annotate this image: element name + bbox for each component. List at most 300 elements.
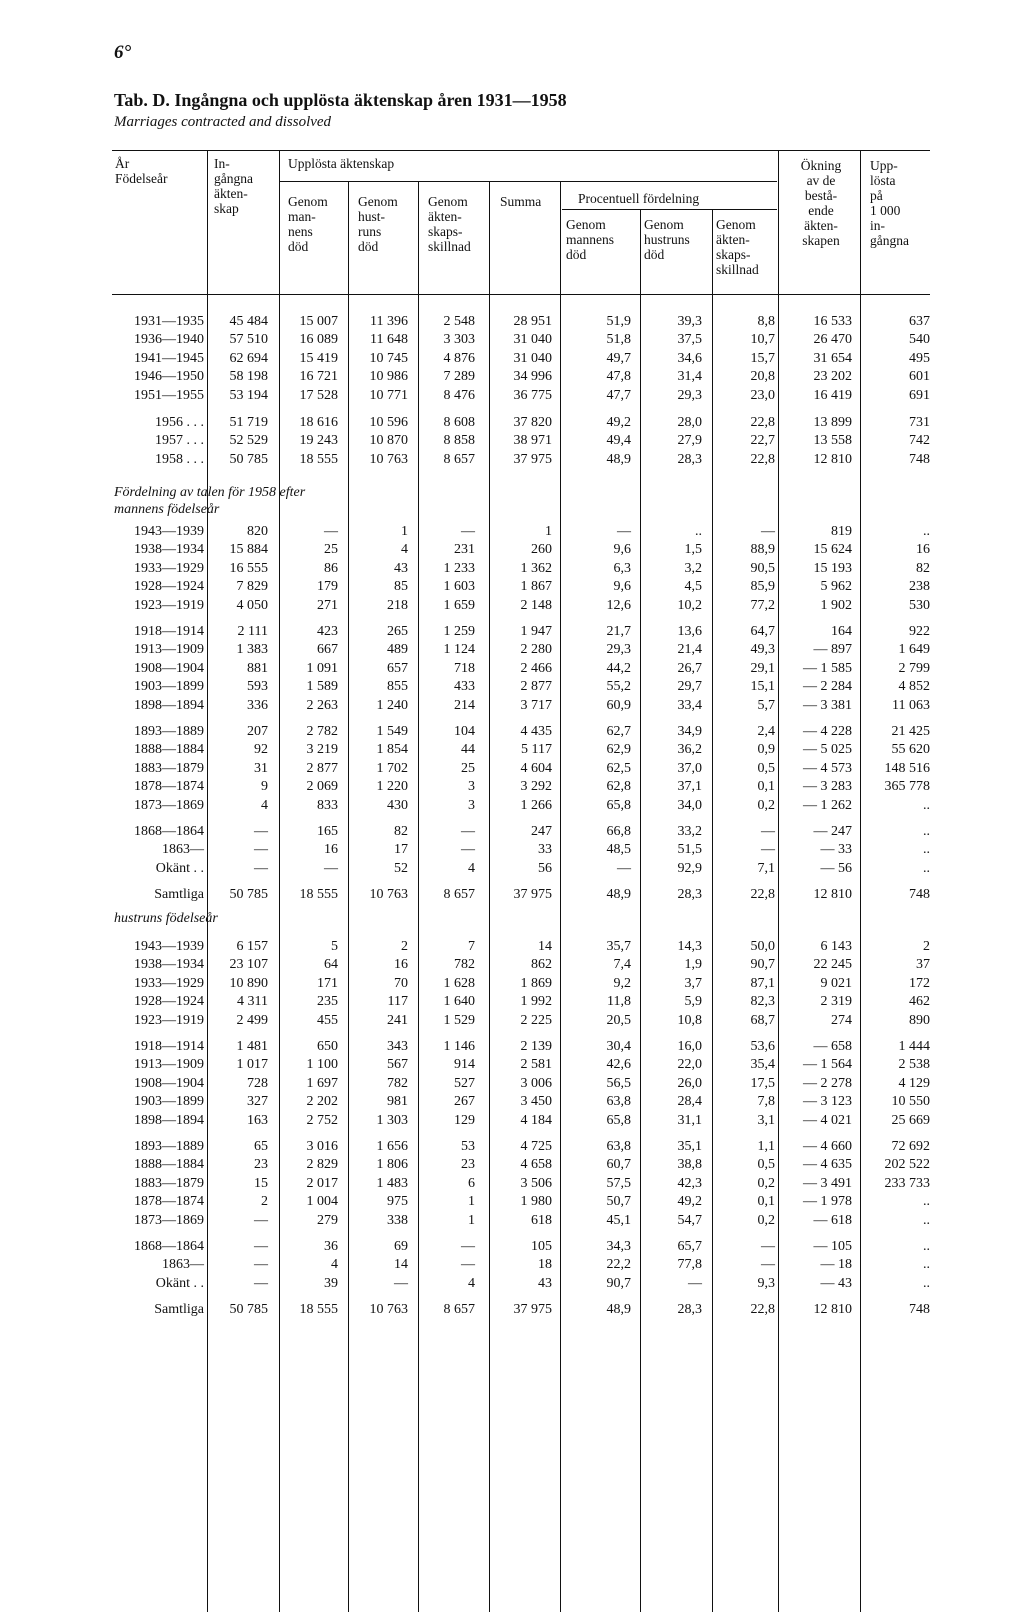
- table-cell: 34,9: [677, 724, 702, 739]
- table-cell: 657: [387, 660, 408, 676]
- table-cell: —: [324, 524, 338, 539]
- table-cell: 819: [831, 524, 852, 539]
- table-cell: 914: [454, 1057, 475, 1073]
- table-cell: 51,5: [677, 842, 702, 858]
- table-row: [0, 1038, 1024, 1056]
- table-row: [0, 1212, 1024, 1230]
- table-row: [0, 451, 1024, 469]
- header-text: skaps-: [428, 224, 463, 239]
- table-cell: 22,8: [750, 1302, 775, 1318]
- table-cell: 618: [531, 1212, 552, 1228]
- table-cell: 62,7: [606, 724, 631, 739]
- header-col-sum: [500, 194, 541, 209]
- table-cell: 47,7: [606, 387, 631, 403]
- table-cell: 2 111: [237, 624, 268, 639]
- table-cell: 43: [538, 1275, 552, 1291]
- header-text: År: [115, 156, 130, 171]
- table-cell: 207: [247, 724, 268, 739]
- table-row: [0, 1075, 1024, 1093]
- table-row: [0, 660, 1024, 678]
- table-cell: 63,8: [606, 1094, 631, 1110]
- table-cell: —: [761, 824, 775, 839]
- table-cell: 87,1: [750, 975, 775, 991]
- section-title-line: Fördelning av talen för 1958 efter: [114, 485, 306, 500]
- table-cell: —: [254, 1239, 268, 1254]
- row-label: 1908—1904: [134, 660, 204, 676]
- row-label: 1936—1940: [134, 332, 204, 348]
- table-cell: 49,7: [606, 350, 631, 366]
- table-cell: 65,7: [677, 1239, 702, 1254]
- table-cell: —: [461, 524, 475, 539]
- row-label: Okänt . .: [155, 860, 204, 876]
- header-percent-rule: [562, 209, 777, 210]
- table-cell: 4 435: [520, 724, 552, 739]
- table-cell: 7,1: [757, 860, 775, 876]
- table-cell: 29,3: [606, 642, 631, 658]
- row-label: 1923—1919: [134, 597, 204, 613]
- table-row: [0, 956, 1024, 974]
- table-cell: 48,9: [606, 887, 631, 903]
- table-cell: 238: [909, 579, 930, 595]
- table-cell: 36: [324, 1239, 338, 1254]
- table-cell: 15 007: [299, 314, 338, 329]
- header-text: gångna: [870, 233, 909, 248]
- table-cell: 90,7: [750, 957, 775, 973]
- table-cell: —: [254, 1212, 268, 1228]
- table-cell: 172: [909, 975, 930, 991]
- table-cell: 8 657: [443, 887, 475, 903]
- row-label: 1893—1889: [134, 724, 204, 739]
- row-label: 1913—1909: [134, 1057, 204, 1073]
- table-cell: 29,7: [677, 679, 702, 695]
- header-text: man-: [288, 209, 316, 224]
- table-cell: 17: [394, 842, 408, 858]
- header-col-per-thousand: [870, 158, 909, 248]
- table-cell: 530: [909, 597, 930, 613]
- table-cell: 55 620: [891, 742, 930, 758]
- row-label: 1913—1909: [134, 642, 204, 658]
- table-cell: 20,5: [606, 1012, 631, 1028]
- table-cell: 64,7: [750, 624, 775, 639]
- table-cell: 260: [531, 542, 552, 558]
- table-cell: 567: [387, 1057, 408, 1073]
- table-cell: 433: [454, 679, 475, 695]
- header-text: runs: [358, 224, 382, 239]
- table-cell: 1 266: [520, 797, 552, 813]
- table-cell: 4 604: [520, 760, 552, 776]
- header-text: mannens: [566, 232, 614, 247]
- table-cell: 105: [531, 1239, 552, 1254]
- header-text: Genom: [358, 194, 398, 209]
- table-cell: 51,9: [606, 314, 631, 329]
- row-label: 1888—1884: [134, 742, 204, 758]
- table-cell: 39,3: [677, 314, 702, 329]
- header-bottom-rule: [112, 294, 930, 295]
- row-label: 1951—1955: [134, 387, 204, 403]
- header-text: död: [566, 247, 587, 262]
- table-cell: ..: [923, 1194, 930, 1210]
- table-row: [0, 597, 1024, 615]
- header-group-dissolved: Upplösta äktenskap: [288, 156, 395, 171]
- table-cell: 1 589: [306, 679, 338, 695]
- table-cell: 72 692: [891, 1139, 930, 1154]
- table-row: [0, 1112, 1024, 1130]
- table-cell: 2,4: [757, 724, 775, 739]
- table-cell: —: [254, 842, 268, 858]
- table-cell: 16 555: [229, 560, 268, 576]
- table-cell: 62,9: [606, 742, 631, 758]
- table-cell: 1 867: [520, 579, 552, 595]
- table-cell: 10 771: [369, 387, 408, 403]
- header-col-pct-divorce: [716, 217, 759, 277]
- table-cell: 748: [909, 451, 930, 467]
- table-cell: 31 654: [813, 350, 852, 366]
- table-cell: 15,7: [750, 350, 775, 366]
- table-cell: 2 752: [306, 1112, 338, 1128]
- table-row: [0, 387, 1024, 405]
- table-cell: 3 303: [443, 332, 475, 348]
- table-cell: 171: [317, 975, 338, 991]
- table-cell: 37 820: [513, 415, 552, 430]
- table-cell: — 2 284: [803, 679, 852, 695]
- header-text: skapen: [802, 233, 840, 248]
- table-cell: 9,3: [757, 1275, 775, 1291]
- table-cell: 2 829: [306, 1157, 338, 1173]
- table-cell: 1 529: [443, 1012, 475, 1028]
- table-cell: 65,8: [606, 797, 631, 813]
- table-cell: 35,7: [606, 939, 631, 954]
- header-text: bestå-: [804, 188, 838, 203]
- table-cell: 82,3: [750, 994, 775, 1010]
- table-cell: 11 396: [370, 314, 408, 329]
- table-cell: 650: [317, 1039, 338, 1054]
- table-cell: 1 240: [376, 697, 408, 713]
- table-cell: 202 522: [884, 1157, 930, 1173]
- table-cell: 1 869: [520, 975, 552, 991]
- table-cell: — 3 381: [803, 697, 852, 713]
- table-cell: 20,8: [750, 369, 775, 385]
- table-cell: 862: [531, 957, 552, 973]
- table-cell: 15 193: [813, 560, 852, 576]
- header-text: 1 000: [870, 203, 901, 218]
- table-cell: 38,8: [677, 1157, 702, 1173]
- table-cell: 25: [461, 760, 475, 776]
- table-cell: 4 876: [443, 350, 475, 366]
- table-cell: 271: [317, 597, 338, 613]
- table-row: [0, 797, 1024, 815]
- table-cell: 6: [468, 1175, 475, 1191]
- table-cell: 1,9: [684, 957, 702, 973]
- table-cell: 667: [317, 642, 338, 658]
- table-cell: 820: [247, 524, 268, 539]
- table-cell: 2 877: [306, 760, 338, 776]
- table-cell: ..: [923, 1239, 930, 1254]
- table-cell: 179: [317, 579, 338, 595]
- table-cell: 16: [916, 542, 930, 558]
- table-cell: 11,8: [607, 994, 631, 1010]
- table-cell: 1 656: [376, 1139, 408, 1154]
- table-cell: 12,6: [606, 597, 631, 613]
- table-cell: 86: [324, 560, 338, 576]
- table-cell: 14,3: [677, 939, 702, 954]
- table-cell: — 658: [813, 1039, 852, 1054]
- table-cell: 44,2: [606, 660, 631, 676]
- table-cell: 3 717: [520, 697, 552, 713]
- table-cell: 77,2: [750, 597, 775, 613]
- table-cell: 38 971: [513, 433, 552, 449]
- table-cell: 7 829: [236, 579, 268, 595]
- table-cell: 13 558: [813, 433, 852, 449]
- table-cell: — 1 564: [803, 1057, 852, 1073]
- table-cell: — 4 021: [803, 1112, 852, 1128]
- header-text: på: [870, 188, 883, 203]
- table-cell: 8 657: [443, 1302, 475, 1318]
- table-cell: 68,7: [750, 1012, 775, 1028]
- table-row: [0, 886, 1024, 904]
- table-cell: 64: [324, 957, 338, 973]
- table-cell: 3,7: [684, 975, 702, 991]
- table-cell: —: [761, 524, 775, 539]
- table-cell: 1 362: [520, 560, 552, 576]
- table-cell: 4: [401, 542, 408, 558]
- table-cell: 165: [317, 824, 338, 839]
- table-cell: 9,2: [613, 975, 631, 991]
- table-cell: 1,5: [684, 542, 702, 558]
- table-cell: 66,8: [606, 824, 631, 839]
- table-cell: —: [254, 1275, 268, 1291]
- row-label: 1898—1894: [134, 1112, 204, 1128]
- table-cell: 25: [324, 542, 338, 558]
- table-cell: 37 975: [513, 887, 552, 903]
- section-husband-title: [114, 484, 305, 518]
- table-cell: 31 040: [513, 332, 552, 348]
- table-cell: 2: [261, 1194, 268, 1210]
- row-label: 1931—1935: [134, 314, 204, 329]
- table-cell: 3,2: [684, 560, 702, 576]
- table-cell: 14: [538, 939, 552, 954]
- table-cell: 164: [831, 624, 852, 639]
- table-row: [0, 778, 1024, 796]
- header-text: hust-: [358, 209, 385, 224]
- table-cell: 10 763: [369, 451, 408, 467]
- page-number: 6°: [114, 42, 132, 63]
- table-row: [0, 697, 1024, 715]
- table-cell: 1 992: [520, 994, 552, 1010]
- table-cell: 1 702: [376, 760, 408, 776]
- table-cell: 2 581: [520, 1057, 552, 1073]
- table-cell: 57,5: [606, 1175, 631, 1191]
- table-cell: 90,7: [606, 1275, 631, 1291]
- table-cell: 42,6: [606, 1057, 631, 1073]
- table-cell: — 2 278: [803, 1075, 852, 1091]
- table-cell: — 4 573: [803, 760, 852, 776]
- table-cell: 56: [538, 860, 552, 876]
- table-cell: —: [688, 1275, 702, 1291]
- table-cell: 12 810: [813, 451, 852, 467]
- table-cell: 10 596: [369, 415, 408, 430]
- table-cell: 1,1: [757, 1139, 775, 1154]
- table-cell: 30,4: [606, 1039, 631, 1054]
- table-cell: 21,7: [606, 624, 631, 639]
- header-text: Ökning: [800, 158, 842, 173]
- row-label: 1863—: [162, 1257, 204, 1273]
- table-cell: 34,0: [677, 797, 702, 813]
- table-cell: 23: [461, 1157, 475, 1173]
- table-cell: 343: [387, 1039, 408, 1054]
- table-cell: 1 124: [443, 642, 475, 658]
- table-row: [0, 1056, 1024, 1074]
- row-label: Okänt . .: [155, 1275, 204, 1291]
- row-label: 1958 . . .: [155, 451, 204, 467]
- table-cell: 1 146: [443, 1039, 475, 1054]
- table-cell: 8 858: [443, 433, 475, 449]
- row-label: 1938—1934: [134, 542, 204, 558]
- table-cell: 15 884: [229, 542, 268, 558]
- table-cell: 16: [324, 842, 338, 858]
- table-cell: 50,0: [750, 939, 775, 954]
- table-cell: 104: [454, 724, 475, 739]
- table-cell: 593: [247, 679, 268, 695]
- table-row: [0, 1175, 1024, 1193]
- table-row: [0, 641, 1024, 659]
- table-cell: 1 854: [376, 742, 408, 758]
- table-cell: 10 550: [891, 1094, 930, 1110]
- header-text: in-: [870, 218, 885, 233]
- table-cell: 37 975: [513, 1302, 552, 1318]
- header-text: död: [288, 239, 309, 254]
- table-cell: 327: [247, 1094, 268, 1110]
- row-label: 1893—1889: [134, 1139, 204, 1154]
- table-cell: 3 006: [520, 1075, 552, 1091]
- table-row: [0, 860, 1024, 878]
- table-cell: 13 899: [813, 415, 852, 430]
- table-cell: 2 548: [443, 314, 475, 329]
- table-cell: — 1 585: [803, 660, 852, 676]
- table-cell: 49,2: [606, 415, 631, 430]
- table-cell: —: [617, 860, 631, 876]
- table-row: [0, 1275, 1024, 1293]
- table-cell: 22,2: [606, 1257, 631, 1273]
- table-cell: — 43: [820, 1275, 852, 1291]
- table-cell: — 3 123: [803, 1094, 852, 1110]
- table-cell: 455: [317, 1012, 338, 1028]
- table-cell: 27,9: [677, 433, 702, 449]
- table-cell: 65,8: [606, 1112, 631, 1128]
- table-cell: 1 947: [520, 624, 552, 639]
- table-cell: 267: [454, 1094, 475, 1110]
- table-cell: 4 725: [520, 1139, 552, 1154]
- table-cell: 10 763: [369, 1302, 408, 1318]
- table-cell: 39: [324, 1275, 338, 1291]
- table-cell: 1 902: [820, 597, 852, 613]
- table-cell: 50 785: [229, 887, 268, 903]
- table-cell: 53: [461, 1139, 475, 1154]
- table-cell: 2: [923, 939, 930, 954]
- row-label: 1883—1879: [134, 760, 204, 776]
- table-cell: 782: [387, 1075, 408, 1091]
- table-cell: 14: [394, 1257, 408, 1273]
- table-cell: 60,9: [606, 697, 631, 713]
- table-cell: 1 481: [236, 1039, 268, 1054]
- header-text: Genom: [288, 194, 328, 209]
- header-col-contracted: [214, 156, 253, 216]
- row-label: 1956 . . .: [155, 415, 204, 430]
- row-label: 1928—1924: [134, 994, 204, 1010]
- table-cell: 2 017: [306, 1175, 338, 1191]
- table-cell: ..: [923, 797, 930, 813]
- table-cell: 1 603: [443, 579, 475, 595]
- table-cell: 718: [454, 660, 475, 676]
- table-cell: —: [461, 842, 475, 858]
- table-cell: 365 778: [884, 779, 930, 795]
- table-cell: 7,8: [757, 1094, 775, 1110]
- table-cell: 28,4: [677, 1094, 702, 1110]
- table-cell: 1 659: [443, 597, 475, 613]
- table-cell: 3,1: [757, 1112, 775, 1128]
- table-cell: 34 996: [513, 369, 552, 385]
- table-row: [0, 578, 1024, 596]
- table-cell: 50,7: [606, 1194, 631, 1210]
- table-cell: 462: [909, 994, 930, 1010]
- table-cell: 2: [401, 939, 408, 954]
- table-cell: 15 419: [299, 350, 338, 366]
- table-cell: 35,1: [677, 1139, 702, 1154]
- table-cell: 2 319: [820, 994, 852, 1010]
- table-cell: 22,8: [750, 415, 775, 430]
- table-cell: 10 870: [369, 433, 408, 449]
- table-cell: 50 785: [229, 1302, 268, 1318]
- table-cell: 16 533: [813, 314, 852, 329]
- table-cell: 22,8: [750, 451, 775, 467]
- table-cell: —: [761, 842, 775, 858]
- header-text: död: [644, 247, 665, 262]
- table-cell: 1 100: [306, 1057, 338, 1073]
- table-cell: 2 499: [236, 1012, 268, 1028]
- table-cell: 8 657: [443, 451, 475, 467]
- table-cell: 23 107: [229, 957, 268, 973]
- table-cell: 58 198: [229, 369, 268, 385]
- table-cell: 56,5: [606, 1075, 631, 1091]
- table-cell: 18 555: [299, 1302, 338, 1318]
- table-cell: 336: [247, 697, 268, 713]
- row-label: 1908—1904: [134, 1075, 204, 1091]
- table-cell: 4: [261, 797, 268, 813]
- table-cell: 31 040: [513, 350, 552, 366]
- table-cell: 25 669: [891, 1112, 930, 1128]
- row-label: 1923—1919: [134, 1012, 204, 1028]
- table-cell: —: [461, 1239, 475, 1254]
- table-cell: 0,5: [757, 760, 775, 776]
- header-group-rule: [280, 181, 777, 182]
- table-cell: —: [461, 1257, 475, 1273]
- table-cell: 29,3: [677, 387, 702, 403]
- table-cell: 28,3: [677, 1302, 702, 1318]
- table-cell: 3: [468, 779, 475, 795]
- table-cell: 16 721: [299, 369, 338, 385]
- table-cell: 241: [387, 1012, 408, 1028]
- table-cell: 231: [454, 542, 475, 558]
- table-cell: 10 745: [369, 350, 408, 366]
- table-row: [0, 841, 1024, 859]
- table-cell: 15,1: [750, 679, 775, 695]
- table-cell: 33: [538, 842, 552, 858]
- table-cell: 88,9: [750, 542, 775, 558]
- header-text: hustruns: [644, 232, 690, 247]
- table-cell: 10,7: [750, 332, 775, 348]
- header-text: äkten-: [804, 218, 838, 233]
- table-row: [0, 723, 1024, 741]
- table-cell: 16 419: [813, 387, 852, 403]
